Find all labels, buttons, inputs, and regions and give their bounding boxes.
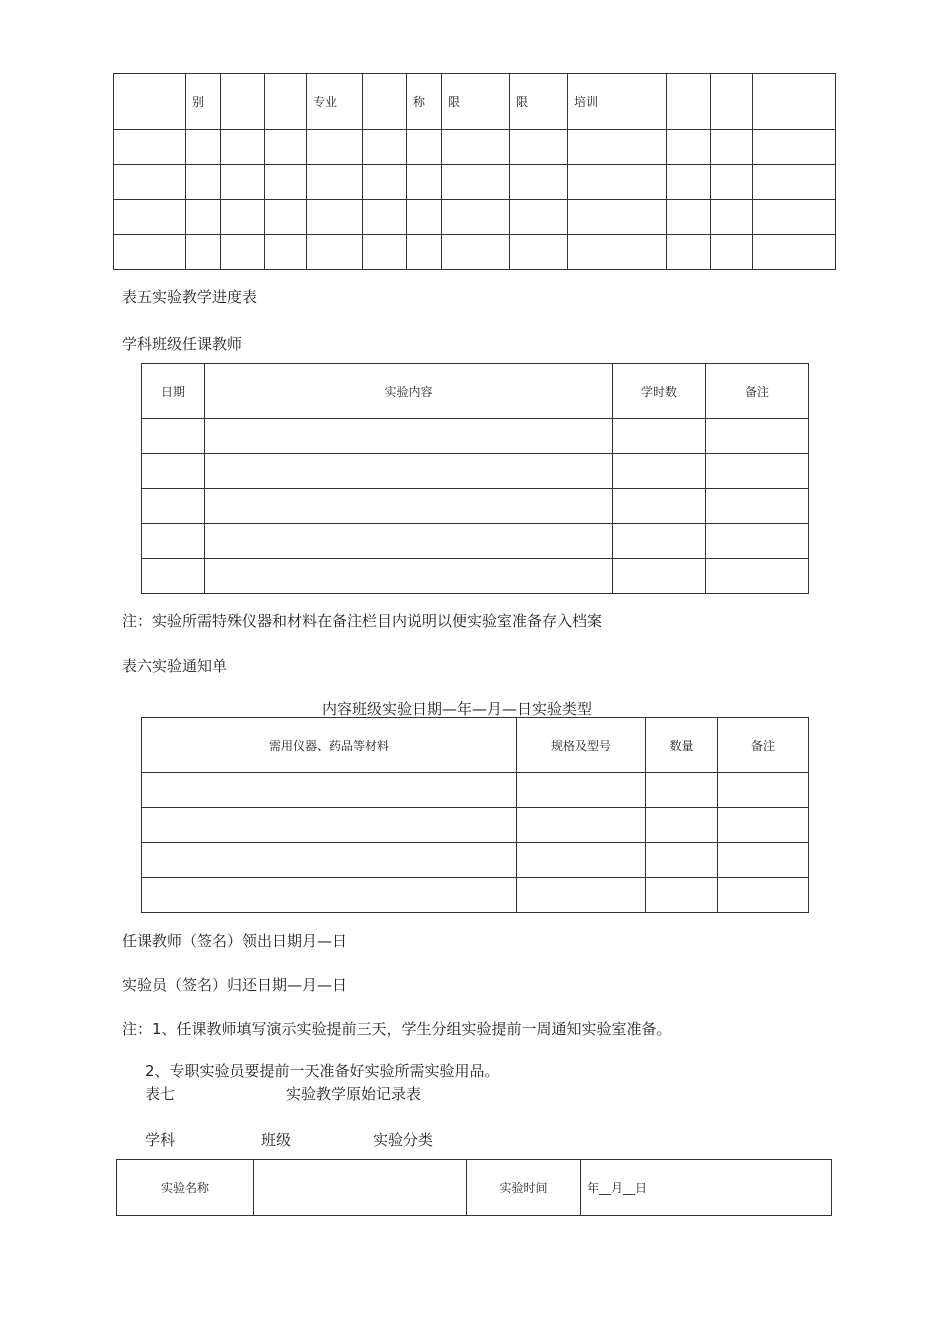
table-cell: [667, 165, 711, 200]
table-cell: [205, 454, 613, 489]
table-cell: [753, 165, 836, 200]
table-cell: [265, 200, 307, 235]
experiment-name-value: [254, 1160, 467, 1216]
table-cell: [142, 524, 205, 559]
table-cell: [442, 165, 510, 200]
table-cell: [142, 773, 517, 808]
table-cell: [667, 130, 711, 165]
table6-title: 表六实验通知单: [122, 657, 228, 675]
table-cell: [363, 165, 407, 200]
table7-label: 表七: [145, 1085, 176, 1103]
table-cell: [718, 808, 809, 843]
table6-caption: 内容班级实验日期—年—月—日实验类型: [322, 700, 593, 718]
table-teacher-roster: [113, 73, 836, 270]
field-subject: 学科: [145, 1131, 176, 1149]
table-cell: [114, 130, 186, 165]
table5-subtitle: 学科班级任课教师: [122, 335, 243, 353]
table-cell: [114, 165, 186, 200]
header-date: 日期: [142, 364, 205, 419]
roster-header-cell: 称: [407, 74, 442, 130]
table-cell: [613, 454, 706, 489]
table-cell: [205, 419, 613, 454]
table-cell: [114, 200, 186, 235]
table-cell: [753, 235, 836, 270]
table-cell: [442, 235, 510, 270]
table-cell: [186, 130, 221, 165]
roster-header-cell: 限: [442, 74, 510, 130]
table-cell: [307, 130, 363, 165]
table-row: [142, 843, 809, 878]
table-cell: [667, 200, 711, 235]
roster-header-cell: [114, 74, 186, 130]
header-content: 实验内容: [205, 364, 613, 419]
experiment-date-value: 年__月__日: [581, 1160, 832, 1216]
table-cell: [706, 489, 809, 524]
field-category: 实验分类: [373, 1131, 434, 1149]
table-cell: [706, 559, 809, 594]
table-row: [142, 773, 809, 808]
table-cell: [307, 165, 363, 200]
assistant-signature-line: 实验员（签名）归还日期—月—日: [122, 976, 348, 994]
teacher-signature-line: 任课教师（签名）领出日期月—日: [122, 932, 348, 950]
table-cell: [706, 454, 809, 489]
table-cell: [205, 489, 613, 524]
table-cell: [711, 130, 753, 165]
table6-note-2: 2、专职实验员要提前一天准备好实验所需实验用品。: [145, 1062, 500, 1080]
roster-header-cell: 培训: [568, 74, 667, 130]
table-cell: [221, 165, 265, 200]
table-cell: [407, 130, 442, 165]
table6-note-1: 注：1、任课教师填写演示实验提前三天，学生分组实验提前一周通知实验室准备。: [122, 1020, 672, 1038]
table-cell: [221, 235, 265, 270]
table-cell: [718, 773, 809, 808]
table-cell: [407, 235, 442, 270]
table-cell: [307, 200, 363, 235]
table5-note: 注：实验所需特殊仪器和材料在备注栏目内说明以便实验室准备存入档案: [122, 612, 603, 630]
table-cell: [517, 773, 646, 808]
table-cell: [646, 878, 718, 913]
header-spec: 规格及型号: [517, 718, 646, 773]
table-cell: [568, 130, 667, 165]
table-cell: [711, 200, 753, 235]
header-quantity: 数量: [646, 718, 718, 773]
table-row: [142, 454, 809, 489]
table-cell: [706, 524, 809, 559]
table-cell: [510, 235, 568, 270]
table-cell: [142, 843, 517, 878]
table-cell: [568, 235, 667, 270]
table-cell: [363, 130, 407, 165]
table-cell: [221, 200, 265, 235]
table-cell: [142, 489, 205, 524]
table-cell: [711, 165, 753, 200]
table-cell: [142, 419, 205, 454]
roster-header-cell: [711, 74, 753, 130]
table-cell: [205, 524, 613, 559]
table-cell: [510, 130, 568, 165]
table-cell: [646, 773, 718, 808]
table-row: [142, 489, 809, 524]
table-cell: [510, 165, 568, 200]
header-materials: 需用仪器、药品等材料: [142, 718, 517, 773]
experiment-time-label: 实验时间: [467, 1160, 581, 1216]
roster-header-cell: [753, 74, 836, 130]
table-row: [114, 165, 836, 200]
table-row: [142, 559, 809, 594]
table-cell: [142, 454, 205, 489]
table7-title: 实验教学原始记录表: [286, 1085, 422, 1103]
table-cell: [142, 559, 205, 594]
table-cell: [718, 878, 809, 913]
table-row: [114, 200, 836, 235]
table-cell: [711, 235, 753, 270]
field-class: 班级: [261, 1131, 292, 1149]
table-cell: [186, 200, 221, 235]
table-cell: [142, 878, 517, 913]
table-cell: [517, 808, 646, 843]
table-row: [142, 878, 809, 913]
roster-header-cell: 别: [186, 74, 221, 130]
table-cell: [706, 419, 809, 454]
table-cell: [442, 200, 510, 235]
table-experiment-notice: [141, 717, 809, 913]
table-row: [142, 419, 809, 454]
table-cell: [407, 200, 442, 235]
table-cell: [718, 843, 809, 878]
header-remarks: 备注: [718, 718, 809, 773]
table-row: [142, 524, 809, 559]
table-cell: [307, 235, 363, 270]
table-cell: [363, 200, 407, 235]
table-cell: [363, 235, 407, 270]
table-cell: [568, 200, 667, 235]
table-cell: [613, 559, 706, 594]
roster-header-cell: [221, 74, 265, 130]
table-cell: [265, 165, 307, 200]
header-remarks: 备注: [706, 364, 809, 419]
table-cell: [265, 235, 307, 270]
table-cell: [205, 559, 613, 594]
table-original-record: [116, 1159, 832, 1216]
roster-header-cell: 限: [510, 74, 568, 130]
table-cell: [517, 878, 646, 913]
header-hours: 学时数: [613, 364, 706, 419]
table-cell: [613, 489, 706, 524]
roster-header-cell: [667, 74, 711, 130]
table-cell: [646, 843, 718, 878]
table-cell: [646, 808, 718, 843]
table-cell: [753, 130, 836, 165]
roster-header-cell: [363, 74, 407, 130]
table-row: [142, 808, 809, 843]
table-cell: [510, 200, 568, 235]
table-cell: [221, 130, 265, 165]
table-cell: [114, 235, 186, 270]
table-cell: [753, 200, 836, 235]
table-row: [114, 235, 836, 270]
table-cell: [613, 419, 706, 454]
experiment-name-label: 实验名称: [117, 1160, 254, 1216]
table-cell: [517, 843, 646, 878]
table-cell: [265, 130, 307, 165]
table-cell: [568, 165, 667, 200]
table-cell: [442, 130, 510, 165]
roster-header-cell: 专业: [307, 74, 363, 130]
table-cell: [186, 235, 221, 270]
table-row: [114, 130, 836, 165]
table-cell: [667, 235, 711, 270]
table-cell: [613, 524, 706, 559]
table-cell: [142, 808, 517, 843]
roster-header-cell: [265, 74, 307, 130]
table-teaching-schedule: [141, 363, 809, 594]
table-cell: [407, 165, 442, 200]
table-cell: [186, 165, 221, 200]
table5-title: 表五实验教学进度表: [122, 288, 258, 306]
